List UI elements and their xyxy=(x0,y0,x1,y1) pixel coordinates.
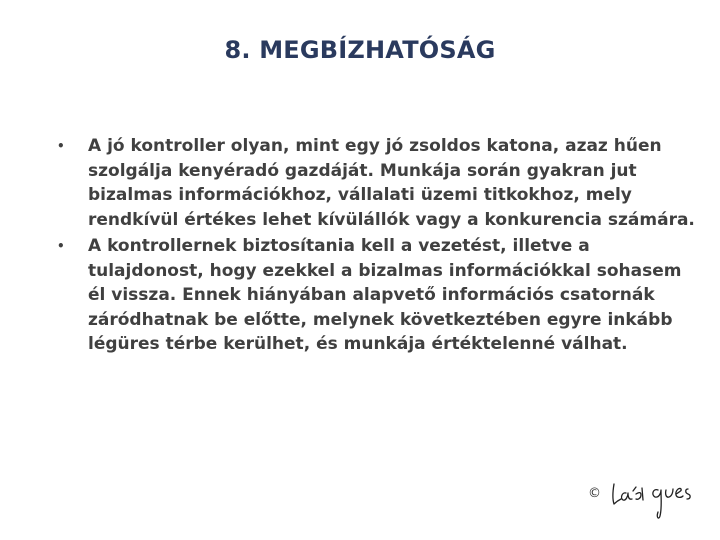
bullet-text: A kontrollernek biztosítania kell a vezetést, illetve a tulajdonost, hogy ezekkel a bizalmas információkkal sohasem él vissza. Ennek hiányában alapvető információs csatornák záródhatnak be előtte, melynek következtében egyre inkább légüres térbe kerülhet, és munkája értéktelenné válhat. xyxy=(88,236,682,354)
copyright-symbol: © xyxy=(588,486,601,501)
handwritten-signature xyxy=(608,478,708,522)
slide-title: 8. MEGBÍZHATÓSÁG xyxy=(224,36,496,64)
bullet-item xyxy=(57,234,697,357)
bullet-item xyxy=(57,134,697,232)
bullet-marker: • xyxy=(57,239,65,253)
bullet-text: A jó kontroller olyan, mint egy jó zsoldos katona, azaz hűen szolgálja kenyéradó gazdáját. Munkája során gyakran jut bizalmas információkhoz, vállalati üzemi titkokhoz, mely rendkívül értékes lehet kívülállók vagy a konkurencia számára. xyxy=(88,136,695,230)
bullet-list xyxy=(57,134,697,357)
bullet-marker: • xyxy=(57,139,65,153)
author-signature xyxy=(588,478,710,522)
